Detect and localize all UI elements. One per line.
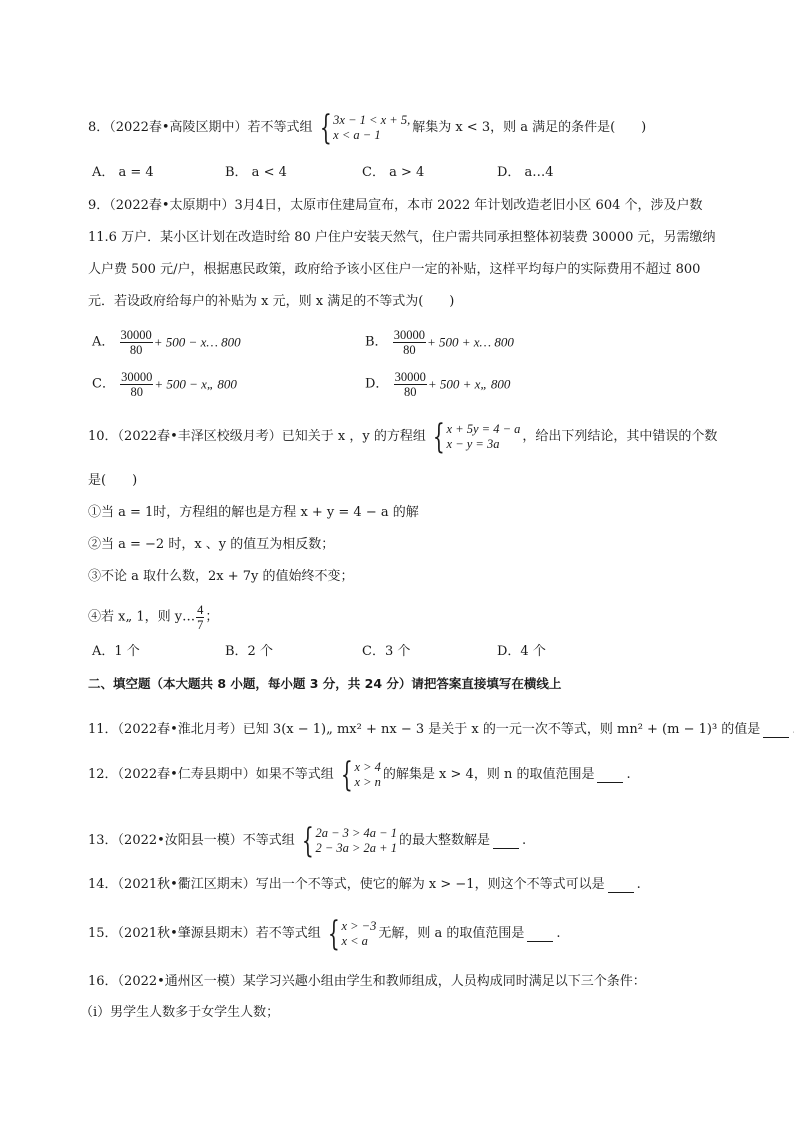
q15-inequality-system: { x > −3 x < a bbox=[327, 914, 377, 954]
q8-option-a[interactable]: A． a = 4 bbox=[92, 165, 154, 180]
question-8 bbox=[88, 108, 647, 148]
q9-line-1: 9．（2022春•太原期中）3月4日，太原市住建局宣布，本市 2022 年计划改造老旧小区 604 个，涉及户数 bbox=[88, 198, 703, 213]
question-15: 15．（2021秋•肇源县期末）若不等式组 { x > −3 x < a 无解，则 a 的取值范围是 . bbox=[88, 914, 561, 954]
q10-fraction: $\frac{4}{7}$ bbox=[197, 603, 204, 632]
q10-option-a[interactable]: A．1 个 bbox=[92, 644, 140, 659]
q9-line-2: 11.6 万户．某小区计划在改造时给 80 户住户安装天然气，住户需共同承担整体初装费 30000 元，另需缴纳 bbox=[88, 230, 716, 245]
q10-statement-1: ①当 a = 1时，方程组的解也是方程 x + y = 4 − a 的解 bbox=[88, 505, 419, 520]
q12-inequality-system: { x > 4 x > n bbox=[340, 755, 381, 795]
q8-suffix: 解集为 x < 3，则 a 满足的条件是( ) bbox=[412, 120, 647, 135]
q10-statement-2: ②当 a = −2 时，x 、y 的值互为相反数； bbox=[88, 537, 335, 552]
q10-prefix: 10．（2022春•丰泽区校级月考）已知关于 x ，y 的方程组 bbox=[88, 429, 426, 444]
question-11: 11．（2022春•淮北月考）已知 3(x − 1)„ mx² + nx − 3 是关于 x 的一元一次不等式，则 mn² + (m − 1)³ 的值是 bbox=[88, 720, 794, 741]
q8-sys-row-2: x < a − 1 bbox=[333, 128, 381, 142]
q13-inequality-system: { 2a − 3 > 4a − 1 2 − 3a > 2a + 1 bbox=[301, 821, 397, 861]
question-14: 14．（2021秋•衢江区期末）写出一个不等式，使它的解为 x > −1，则这个不等式可以是 . bbox=[88, 877, 641, 892]
q8-option-d[interactable]: D． a…4 bbox=[497, 165, 554, 180]
q9-fraction: $\frac{30000}{80}$ bbox=[120, 328, 152, 357]
q15-answer-blank[interactable] bbox=[527, 927, 553, 942]
question-13: 13．（2022•汝阳县一模）不等式组 { 2a − 3 > 4a − 1 2 − 3a > 2a + 1 的最大整数解是 . bbox=[88, 821, 527, 861]
q10-option-c[interactable]: C．3 个 bbox=[362, 644, 411, 659]
q16-line-2: （ⅰ）男学生人数多于女学生人数； bbox=[80, 1005, 280, 1020]
q12-answer-blank[interactable] bbox=[597, 768, 623, 783]
q16-line-1: 16．（2022•通州区一模）某学习兴趣小组由学生和教师组成，人员构成同时满足以下三个条件： bbox=[88, 974, 646, 989]
q9-line-4: 元．若设政府给每户的补贴为 x 元，则 x 满足的不等式为( ) bbox=[88, 294, 455, 309]
q9-option-b[interactable]: B． $\frac{30000}{80}$ + 500 + x… 800 bbox=[365, 328, 514, 357]
question-10 bbox=[88, 417, 718, 457]
q10-option-b[interactable]: B．2 个 bbox=[225, 644, 273, 659]
q10-equation-system: { x + 5y = 4 − a x − y = 3a bbox=[432, 417, 521, 457]
q9-option-a[interactable]: A． $\frac{30000}{80}$ + 500 − x… 800 bbox=[92, 328, 241, 357]
q10-line-2: 是( ) bbox=[88, 473, 138, 488]
q10-sys-row-2: x − y = 3a bbox=[446, 437, 500, 451]
q8-inequality-system: { 3x − 1 < x + 5, x < a − 1 bbox=[319, 108, 411, 148]
q8-prefix: 8．（2022春•高陵区期中）若不等式组 bbox=[88, 120, 313, 135]
q8-option-c[interactable]: C． a > 4 bbox=[362, 165, 425, 180]
q11-answer-blank[interactable] bbox=[763, 723, 789, 738]
q10-sys-row-1: x + 5y = 4 − a bbox=[446, 422, 521, 436]
q9-line-3: 人户费 500 元/户，根据惠民政策，政府给予该小区住户一定的补贴，这样平均每户的实际费用不超过 800 bbox=[88, 262, 701, 277]
q8-sys-row-1: 3x − 1 < x + 5, bbox=[333, 113, 411, 127]
q13-answer-blank[interactable] bbox=[493, 834, 519, 849]
section-2-heading: 二、填空题（本大题共 8 小题，每小题 3 分，共 24 分）请把答案直接填写在横线上 bbox=[88, 676, 562, 691]
q9-fraction: $\frac{30000}{80}$ bbox=[393, 328, 425, 357]
q9-option-d[interactable]: D． $\frac{30000}{80}$ + 500 + x„ 800 bbox=[365, 370, 511, 399]
q8-option-b[interactable]: B． a < 4 bbox=[225, 165, 287, 180]
q9-fraction: $\frac{30000}{80}$ bbox=[394, 370, 426, 399]
question-12: 12．（2022春•仁寿县期中）如果不等式组 { x > 4 x > n 的解集是 x > 4，则 n 的取值范围是 . bbox=[88, 755, 631, 795]
q10-statement-4: ④若 x„ 1，则 y… $\frac{4}{7}$ ； bbox=[88, 603, 219, 632]
q9-option-c[interactable]: C． $\frac{30000}{80}$ + 500 − x„ 800 bbox=[92, 370, 237, 399]
q14-answer-blank[interactable] bbox=[608, 878, 634, 893]
q10-statement-3: ③不论 a 取什么数，2x + 7y 的值始终不变； bbox=[88, 569, 354, 584]
q9-fraction: $\frac{30000}{80}$ bbox=[121, 370, 153, 399]
q10-suffix: ，给出下列结论，其中错误的个数 bbox=[522, 429, 718, 444]
q10-option-d[interactable]: D．4 个 bbox=[497, 644, 546, 659]
